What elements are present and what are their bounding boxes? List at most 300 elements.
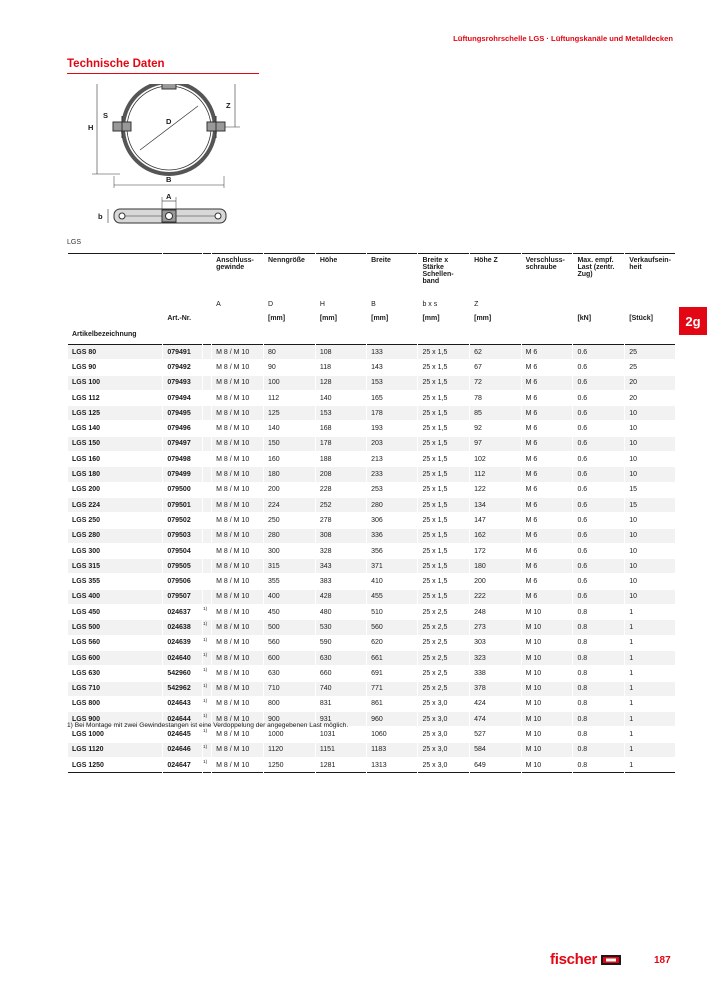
cell-art-nr: 079492 — [163, 360, 203, 375]
cell-verschluss: M 6 — [521, 406, 573, 421]
cell-z: 67 — [470, 360, 521, 375]
footnote: 1) Bei Montage mit zwei Gewindestangen ist eine Verdoppelung der angegebenen Last möglich. — [67, 722, 349, 729]
table-row — [68, 559, 676, 574]
cell-bxs: 25 x 1,5 — [418, 497, 470, 512]
cell-footnote-ref: 1) — [203, 666, 212, 681]
cell-artikel: LGS 1120 — [68, 742, 163, 757]
table-row — [68, 605, 676, 620]
cell-gewinde: M 8 / M 10 — [212, 528, 264, 543]
cell-nenn: 140 — [264, 421, 316, 436]
cell-ve: 10 — [625, 559, 675, 574]
symbol-hoehe: H — [315, 301, 366, 312]
cell-bxs: 25 x 1,5 — [418, 452, 470, 467]
table-row — [68, 574, 676, 589]
cell-verschluss: M 10 — [521, 666, 573, 681]
cell-ve: 10 — [625, 528, 675, 543]
cell-art-nr: 024643 — [163, 696, 203, 711]
cell-artikel: LGS 150 — [68, 436, 163, 451]
cell-artikel: LGS 200 — [68, 482, 163, 497]
cell-nenn: 355 — [264, 574, 316, 589]
cell-z: 172 — [470, 543, 521, 558]
cell-last: 0.6 — [573, 497, 625, 512]
cell-last: 0.6 — [573, 467, 625, 482]
cell-hoehe: 1151 — [315, 742, 366, 757]
cell-bxs: 25 x 3,0 — [418, 742, 470, 757]
cell-art-nr: 079493 — [163, 375, 203, 390]
cell-last: 0.8 — [573, 650, 625, 665]
cell-footnote-ref: 1) — [203, 758, 212, 773]
cell-last: 0.6 — [573, 375, 625, 390]
th-vs: Verschluss- schraube — [521, 254, 573, 302]
table-row — [68, 635, 676, 650]
cell-artikel: LGS 900 — [68, 712, 163, 727]
section-title: Technische Daten — [67, 58, 165, 70]
cell-last: 0.8 — [573, 727, 625, 742]
label-b-small: b — [98, 212, 103, 221]
cell-footnote-ref — [203, 497, 212, 512]
table-row — [68, 375, 676, 390]
cell-hoehe: 308 — [315, 528, 366, 543]
cell-ve: 10 — [625, 421, 675, 436]
cell-bxs: 25 x 1,5 — [418, 482, 470, 497]
table-row — [68, 467, 676, 482]
cell-ve: 1 — [625, 620, 675, 635]
cell-footnote-ref — [203, 345, 212, 360]
running-header: Lüftungsrohrschelle LGS · Lüftungskanäle und Metalldecken — [453, 34, 673, 43]
label-h: H — [88, 123, 94, 132]
cell-artikel: LGS 500 — [68, 620, 163, 635]
cell-verschluss: M 10 — [521, 758, 573, 773]
cell-art-nr: 024637 — [163, 605, 203, 620]
cell-artikel: LGS 224 — [68, 497, 163, 512]
cell-gewinde: M 8 / M 10 — [212, 650, 264, 665]
cell-hoehe: 530 — [315, 620, 366, 635]
cell-z: 273 — [470, 620, 521, 635]
cell-artikel: LGS 1000 — [68, 727, 163, 742]
cell-z: 180 — [470, 559, 521, 574]
cell-z: 303 — [470, 635, 521, 650]
cell-breite: 356 — [367, 543, 418, 558]
cell-z: 338 — [470, 666, 521, 681]
cell-ve: 20 — [625, 390, 675, 405]
cell-last: 0.8 — [573, 620, 625, 635]
th-gewinde: Anschluss- gewinde — [212, 254, 264, 302]
cell-nenn: 200 — [264, 482, 316, 497]
cell-gewinde: M 8 / M 10 — [212, 559, 264, 574]
cell-nenn: 630 — [264, 666, 316, 681]
cell-verschluss: M 6 — [521, 452, 573, 467]
cell-z: 102 — [470, 452, 521, 467]
cell-breite: 410 — [367, 574, 418, 589]
cell-bxs: 25 x 1,5 — [418, 559, 470, 574]
cell-bxs: 25 x 3,0 — [418, 727, 470, 742]
cell-nenn: 90 — [264, 360, 316, 375]
cell-verschluss: M 6 — [521, 513, 573, 528]
label-z: Z — [226, 101, 231, 110]
cell-bxs: 25 x 1,5 — [418, 543, 470, 558]
cell-bxs: 25 x 2,5 — [418, 666, 470, 681]
diagram-caption: LGS — [67, 239, 82, 246]
cell-footnote-ref — [203, 390, 212, 405]
cell-artikel: LGS 140 — [68, 421, 163, 436]
cell-z: 122 — [470, 482, 521, 497]
table-row — [68, 666, 676, 681]
cell-z: 378 — [470, 681, 521, 696]
title-divider — [67, 73, 259, 74]
cell-ve: 10 — [625, 406, 675, 421]
th-art-empty — [163, 254, 203, 302]
cell-breite: 861 — [367, 696, 418, 711]
cell-footnote-ref — [203, 421, 212, 436]
cell-verschluss: M 6 — [521, 345, 573, 360]
cell-art-nr: 024645 — [163, 727, 203, 742]
cell-z: 62 — [470, 345, 521, 360]
cell-gewinde: M 8 / M 10 — [212, 727, 264, 742]
unit-ve: [Stück] — [625, 312, 675, 328]
cell-verschluss: M 6 — [521, 482, 573, 497]
cell-gewinde: M 8 / M 10 — [212, 452, 264, 467]
cell-verschluss: M 6 — [521, 421, 573, 436]
cell-artikel: LGS 315 — [68, 559, 163, 574]
cell-footnote-ref: 1) — [203, 605, 212, 620]
th-artikelbezeichnung: Artikelbezeichnung — [68, 328, 163, 345]
cell-hoehe: 428 — [315, 589, 366, 604]
cell-art-nr: 024640 — [163, 650, 203, 665]
th-bxs: Breite x Stärke Schellen- band — [418, 254, 470, 302]
cell-verschluss: M 6 — [521, 360, 573, 375]
th-breite: Breite — [367, 254, 418, 302]
cell-artikel: LGS 112 — [68, 390, 163, 405]
cell-gewinde: M 8 / M 10 — [212, 605, 264, 620]
thread-nut — [162, 84, 176, 89]
cell-last: 0.6 — [573, 574, 625, 589]
cell-last: 0.6 — [573, 543, 625, 558]
cell-hoehe: 1281 — [315, 758, 366, 773]
cell-hoehe: 128 — [315, 375, 366, 390]
unit-breite: [mm] — [367, 312, 418, 328]
pipe-clamp-diagram — [80, 84, 250, 234]
cell-z: 112 — [470, 467, 521, 482]
cell-ve: 10 — [625, 513, 675, 528]
label-s: S — [103, 111, 109, 120]
cell-bxs: 25 x 1,5 — [418, 390, 470, 405]
cell-art-nr: 079505 — [163, 559, 203, 574]
unit-nenn: [mm] — [264, 312, 316, 328]
table-row — [68, 452, 676, 467]
cell-artikel: LGS 100 — [68, 375, 163, 390]
cell-breite: 193 — [367, 421, 418, 436]
cell-z: 147 — [470, 513, 521, 528]
cell-bxs: 25 x 3,0 — [418, 758, 470, 773]
cell-hoehe: 188 — [315, 452, 366, 467]
cell-gewinde: M 8 / M 10 — [212, 375, 264, 390]
cell-gewinde: M 8 / M 10 — [212, 360, 264, 375]
cell-verschluss: M 6 — [521, 589, 573, 604]
cell-breite: 455 — [367, 589, 418, 604]
cell-hoehe: 168 — [315, 421, 366, 436]
symbol-nenn: D — [264, 301, 316, 312]
cell-footnote-ref: 1) — [203, 620, 212, 635]
cell-z: 222 — [470, 589, 521, 604]
cell-artikel: LGS 300 — [68, 543, 163, 558]
cell-last: 0.8 — [573, 666, 625, 681]
table-row — [68, 406, 676, 421]
cell-last: 0.8 — [573, 635, 625, 650]
cell-hoehe: 1031 — [315, 727, 366, 742]
table-row — [68, 497, 676, 512]
cell-verschluss: M 6 — [521, 528, 573, 543]
cell-art-nr: 079501 — [163, 497, 203, 512]
brand-symbol-icon — [601, 955, 621, 965]
cell-art-nr: 079491 — [163, 345, 203, 360]
cell-gewinde: M 8 / M 10 — [212, 467, 264, 482]
th-nenn: Nenngröße — [264, 254, 316, 302]
cell-footnote-ref — [203, 543, 212, 558]
th-hoehe: Höhe — [315, 254, 366, 302]
cell-bxs: 25 x 1,5 — [418, 421, 470, 436]
cell-ve: 1 — [625, 650, 675, 665]
cell-ve: 15 — [625, 497, 675, 512]
table-row — [68, 758, 676, 773]
cell-ve: 1 — [625, 635, 675, 650]
cell-art-nr: 024639 — [163, 635, 203, 650]
cell-z: 78 — [470, 390, 521, 405]
label-b: B — [166, 175, 172, 184]
cell-ve: 10 — [625, 467, 675, 482]
cell-breite: 510 — [367, 605, 418, 620]
cell-bxs: 25 x 1,5 — [418, 406, 470, 421]
cell-hoehe: 208 — [315, 467, 366, 482]
cell-hoehe: 228 — [315, 482, 366, 497]
cell-art-nr: 079503 — [163, 528, 203, 543]
cell-bxs: 25 x 2,5 — [418, 650, 470, 665]
cell-art-nr: 024647 — [163, 758, 203, 773]
table-label-row — [68, 328, 676, 345]
cell-ve: 15 — [625, 482, 675, 497]
cell-hoehe: 660 — [315, 666, 366, 681]
cell-gewinde: M 8 / M 10 — [212, 390, 264, 405]
cell-nenn: 250 — [264, 513, 316, 528]
clamp-ring — [123, 84, 215, 174]
cell-z: 248 — [470, 605, 521, 620]
cell-last: 0.6 — [573, 482, 625, 497]
cell-hoehe: 630 — [315, 650, 366, 665]
cell-last: 0.6 — [573, 559, 625, 574]
cell-last: 0.6 — [573, 360, 625, 375]
cell-last: 0.8 — [573, 681, 625, 696]
cell-nenn: 560 — [264, 635, 316, 650]
cell-ve: 10 — [625, 543, 675, 558]
cell-last: 0.6 — [573, 513, 625, 528]
cell-breite: 620 — [367, 635, 418, 650]
cell-artikel: LGS 800 — [68, 696, 163, 711]
table-row — [68, 436, 676, 451]
cell-footnote-ref — [203, 375, 212, 390]
cell-hoehe: 108 — [315, 345, 366, 360]
cell-nenn: 500 — [264, 620, 316, 635]
table-row — [68, 681, 676, 696]
th-z: Höhe Z — [470, 254, 521, 302]
cell-art-nr: 079495 — [163, 406, 203, 421]
table-row — [68, 543, 676, 558]
cell-verschluss: M 6 — [521, 390, 573, 405]
cell-nenn: 315 — [264, 559, 316, 574]
table-row — [68, 390, 676, 405]
cell-footnote-ref — [203, 406, 212, 421]
cell-footnote-ref — [203, 482, 212, 497]
cell-ve: 25 — [625, 360, 675, 375]
technical-data-table — [67, 253, 675, 773]
cell-gewinde: M 8 / M 10 — [212, 497, 264, 512]
cell-hoehe: 383 — [315, 574, 366, 589]
unit-bxs: [mm] — [418, 312, 470, 328]
cell-nenn: 900 — [264, 712, 316, 727]
cell-footnote-ref: 1) — [203, 635, 212, 650]
cell-nenn: 180 — [264, 467, 316, 482]
cell-last: 0.6 — [573, 589, 625, 604]
unit-hoehe: [mm] — [315, 312, 366, 328]
cell-art-nr: 542962 — [163, 681, 203, 696]
table-row — [68, 513, 676, 528]
cell-last: 0.8 — [573, 605, 625, 620]
th-last: Max. empf. Last (zentr. Zug) — [573, 254, 625, 302]
cell-gewinde: M 8 / M 10 — [212, 406, 264, 421]
cell-last: 0.6 — [573, 345, 625, 360]
cell-verschluss: M 6 — [521, 436, 573, 451]
cell-hoehe: 480 — [315, 605, 366, 620]
cell-verschluss: M 6 — [521, 543, 573, 558]
cell-verschluss: M 10 — [521, 650, 573, 665]
cell-verschluss: M 6 — [521, 375, 573, 390]
cell-gewinde: M 8 / M 10 — [212, 696, 264, 711]
cell-z: 424 — [470, 696, 521, 711]
cell-art-nr: 542960 — [163, 666, 203, 681]
cell-art-nr: 079504 — [163, 543, 203, 558]
table-row — [68, 360, 676, 375]
cell-z: 134 — [470, 497, 521, 512]
cell-breite: 253 — [367, 482, 418, 497]
cell-art-nr: 079494 — [163, 390, 203, 405]
cell-verschluss: M 10 — [521, 742, 573, 757]
cell-artikel: LGS 125 — [68, 406, 163, 421]
cell-artikel: LGS 600 — [68, 650, 163, 665]
cell-last: 0.6 — [573, 406, 625, 421]
cell-hoehe: 118 — [315, 360, 366, 375]
cell-artikel: LGS 250 — [68, 513, 163, 528]
table-unit-row — [68, 312, 676, 328]
cell-last: 0.8 — [573, 696, 625, 711]
unit-last: [kN] — [573, 312, 625, 328]
table-row — [68, 650, 676, 665]
cell-art-nr: 079497 — [163, 436, 203, 451]
page-number: 187 — [654, 955, 671, 966]
brand-wordmark: fischer — [550, 951, 598, 968]
cell-artikel: LGS 180 — [68, 467, 163, 482]
cell-ve: 1 — [625, 696, 675, 711]
table-row — [68, 620, 676, 635]
table-row — [68, 528, 676, 543]
cell-nenn: 112 — [264, 390, 316, 405]
cell-art-nr: 079499 — [163, 467, 203, 482]
cell-breite: 133 — [367, 345, 418, 360]
cell-ve: 1 — [625, 666, 675, 681]
cell-z: 97 — [470, 436, 521, 451]
cell-verschluss: M 10 — [521, 696, 573, 711]
cell-bxs: 25 x 1,5 — [418, 574, 470, 589]
cell-artikel: LGS 80 — [68, 345, 163, 360]
cell-ve: 20 — [625, 375, 675, 390]
cell-breite: 560 — [367, 620, 418, 635]
cell-nenn: 300 — [264, 543, 316, 558]
cell-gewinde: M 8 / M 10 — [212, 758, 264, 773]
cell-breite: 280 — [367, 497, 418, 512]
cell-last: 0.8 — [573, 758, 625, 773]
cell-nenn: 160 — [264, 452, 316, 467]
cell-hoehe: 178 — [315, 436, 366, 451]
cell-breite: 143 — [367, 360, 418, 375]
cell-gewinde: M 8 / M 10 — [212, 421, 264, 436]
cell-gewinde: M 8 / M 10 — [212, 742, 264, 757]
cell-ve: 25 — [625, 345, 675, 360]
cell-z: 323 — [470, 650, 521, 665]
cell-breite: 336 — [367, 528, 418, 543]
cell-footnote-ref — [203, 513, 212, 528]
cell-verschluss: M 10 — [521, 620, 573, 635]
cell-breite: 153 — [367, 375, 418, 390]
symbol-breite: B — [367, 301, 418, 312]
cell-artikel: LGS 160 — [68, 452, 163, 467]
cell-footnote-ref: 1) — [203, 696, 212, 711]
table-row — [68, 345, 676, 360]
th-name — [68, 254, 163, 302]
cell-ve: 1 — [625, 712, 675, 727]
table-row — [68, 727, 676, 742]
cell-bxs: 25 x 1,5 — [418, 436, 470, 451]
cell-hoehe: 343 — [315, 559, 366, 574]
cell-artikel: LGS 90 — [68, 360, 163, 375]
cell-last: 0.6 — [573, 528, 625, 543]
cell-bxs: 25 x 2,5 — [418, 605, 470, 620]
cell-art-nr: 079502 — [163, 513, 203, 528]
cell-gewinde: M 8 / M 10 — [212, 345, 264, 360]
cell-nenn: 600 — [264, 650, 316, 665]
cell-bxs: 25 x 1,5 — [418, 360, 470, 375]
cell-gewinde: M 8 / M 10 — [212, 681, 264, 696]
cell-verschluss: M 10 — [521, 605, 573, 620]
cell-nenn: 710 — [264, 681, 316, 696]
cell-breite: 178 — [367, 406, 418, 421]
th-art: Art.-Nr. — [163, 312, 203, 328]
cell-artikel: LGS 1250 — [68, 758, 163, 773]
label-d: D — [166, 117, 172, 126]
cell-artikel: LGS 630 — [68, 666, 163, 681]
cell-art-nr: 024638 — [163, 620, 203, 635]
th-ve: Verkaufsein- heit — [625, 254, 675, 302]
cell-art-nr: 024646 — [163, 742, 203, 757]
symbol-z: Z — [470, 301, 521, 312]
cell-z: 584 — [470, 742, 521, 757]
cell-bxs: 25 x 3,0 — [418, 712, 470, 727]
cell-hoehe: 931 — [315, 712, 366, 727]
cell-artikel: LGS 280 — [68, 528, 163, 543]
cell-footnote-ref: 1) — [203, 650, 212, 665]
cell-verschluss: M 6 — [521, 574, 573, 589]
cell-artikel: LGS 450 — [68, 605, 163, 620]
cell-bxs: 25 x 1,5 — [418, 375, 470, 390]
cell-z: 527 — [470, 727, 521, 742]
cell-gewinde: M 8 / M 10 — [212, 635, 264, 650]
cell-breite: 165 — [367, 390, 418, 405]
